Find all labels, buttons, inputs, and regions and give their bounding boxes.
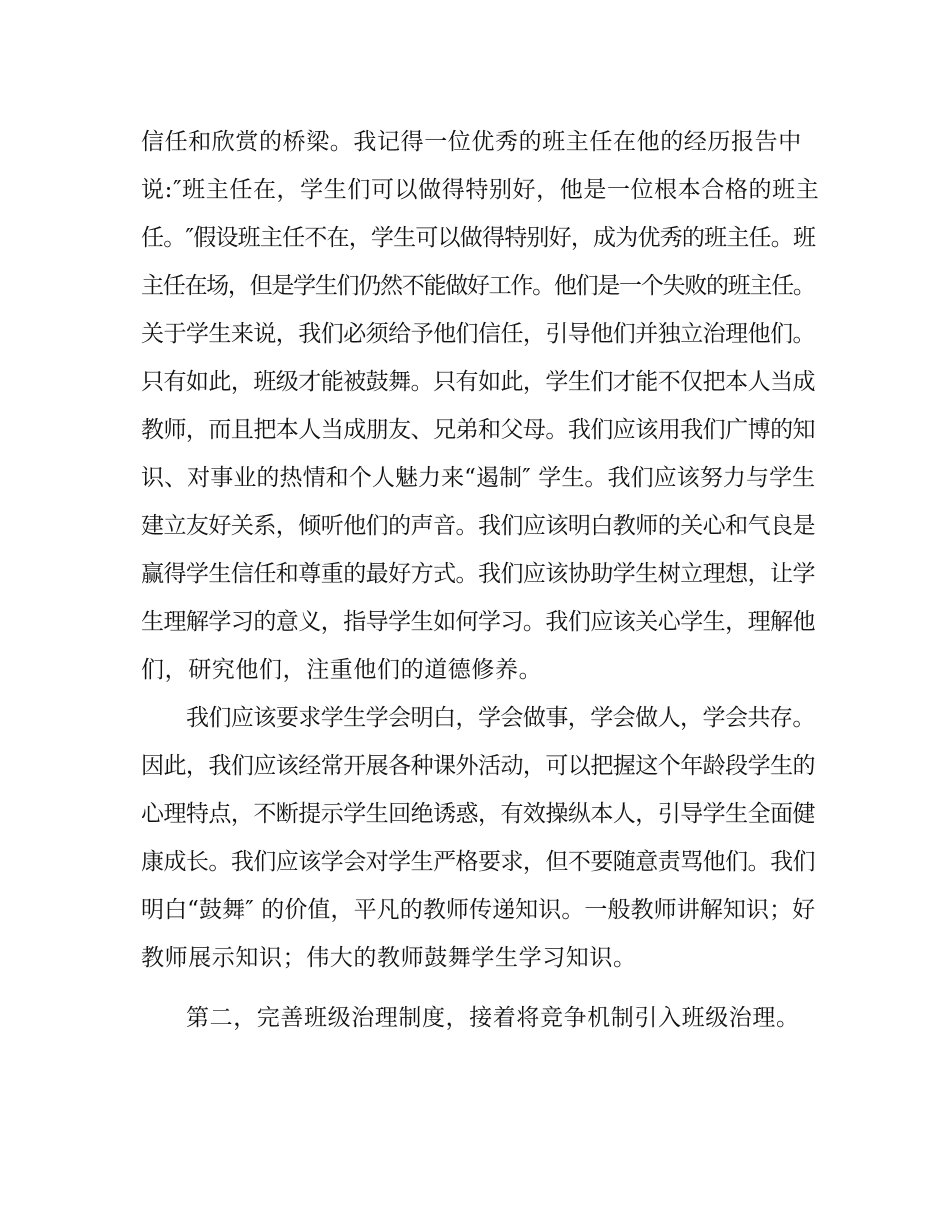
- text-line: 我们应该要求学生学会明白，学会做事，学会做人，学会共存。: [186, 705, 815, 731]
- text-line: 识、对事业的热情和个人魅力来“遏制″ 学生。我们应该努力与学生: [141, 465, 816, 491]
- text-line: 第二，完善班级治理制度，接着将竞争机制引入班级治理。: [186, 1005, 800, 1031]
- text-line: 因此，我们应该经常开展各种课外活动，可以把握这个年龄段学生的: [141, 753, 816, 779]
- text-line: 任。″假设班主任不在，学生可以做得特别好，成为优秀的班主任。班: [141, 225, 816, 251]
- text-line: 康成长。我们应该学会对学生严格要求，但不要随意责骂他们。我们: [141, 849, 816, 875]
- text-line: 心理特点，不断提示学生回绝诱惑，有效操纵本人，引导学生全面健: [141, 801, 816, 827]
- text-line: 赢得学生信任和尊重的最好方式。我们应该协助学生树立理想，让学: [141, 561, 816, 587]
- text-line: 信任和欣赏的桥梁。我记得一位优秀的班主任在他的经历报告中: [141, 129, 802, 155]
- text-line: 建立友好关系，倾听他们的声音。我们应该明白教师的关心和气良是: [141, 513, 816, 539]
- text-line: 主任在场，但是学生们仍然不能做好工作。他们是一个失败的班主任。: [141, 273, 815, 299]
- text-line: 教师，而且把本人当成朋友、兄弟和父母。我们应该用我们广博的知: [141, 417, 816, 443]
- text-line: 生理解学习的意义，指导学生如何学习。我们应该关心学生，理解他: [141, 609, 816, 635]
- text-line: 说:″班主任在，学生们可以做得特别好，他是一位根本合格的班主: [141, 177, 820, 203]
- text-line: 关于学生来说，我们必须给予他们信任，引导他们并独立治理他们。: [141, 321, 816, 347]
- text-line: 只有如此，班级才能被鼓舞。只有如此，学生们才能不仅把本人当成: [141, 369, 816, 395]
- text-line: 明白“鼓舞″ 的价值，平凡的教师传递知识。一般教师讲解知识；好: [141, 897, 816, 923]
- text-line: 们，研究他们，注重他们的道德修养。: [141, 657, 543, 683]
- text-line: 教师展示知识；伟大的教师鼓舞学生学习知识。: [141, 945, 637, 971]
